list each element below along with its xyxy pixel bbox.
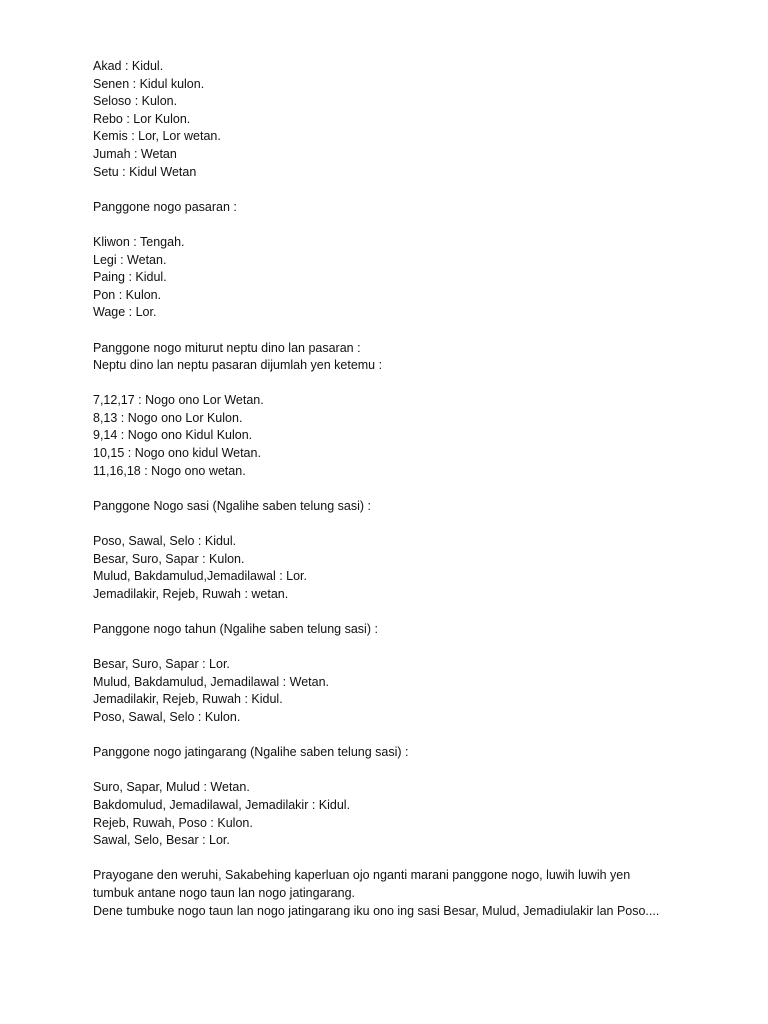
dino-item-seloso: Seloso : Kulon.	[93, 94, 178, 109]
pasaran-item: Paing : Kidul.	[93, 270, 167, 285]
neptu-item: 11,16,18 : Nogo ono wetan.	[93, 463, 246, 478]
spacer	[93, 639, 693, 657]
sasi-item: Besar, Suro, Sapar : Kulon.	[93, 551, 245, 566]
neptu-item: 7,12,17 : Nogo ono Lor Wetan.	[93, 393, 264, 408]
dino-item-kemis: Kemis : Lor, Lor wetan.	[93, 129, 221, 144]
pasaran-item: Wage : Lor.	[93, 305, 157, 320]
spacer	[93, 181, 693, 199]
spacer	[93, 375, 693, 393]
dino-item-jumah: Jumah : Wetan	[93, 146, 177, 161]
jatingarang-heading: Panggone nogo jatingarang (Ngalihe saben telung sasi) :	[93, 745, 409, 760]
tahun-heading: Panggone nogo tahun (Ngalihe saben telung sasi) :	[93, 622, 378, 636]
sasi-item: Mulud, Bakdamulud,Jemadilawal : Lor.	[93, 569, 308, 584]
dino-item-setu: Setu : Kidul Wetan	[93, 164, 197, 179]
dino-list	[93, 58, 693, 181]
dino-item-akad: Akad : Kidul.	[93, 59, 164, 73]
closing-paragraph-2: Dene tumbuke nogo taun lan nogo jatingarang iku ono ing sasi Besar, Mulud, Jemadiulakir lan Poso....	[93, 903, 660, 918]
spacer	[93, 603, 693, 621]
tahun-item: Jemadilakir, Rejeb, Ruwah : Kidul.	[93, 692, 283, 707]
spacer	[93, 480, 693, 498]
neptu-item: 10,15 : Nogo ono kidul Wetan.	[93, 446, 261, 461]
document-page	[93, 58, 693, 920]
jatingarang-item: Rejeb, Ruwah, Poso : Kulon.	[93, 815, 253, 830]
neptu-item: 8,13 : Nogo ono Lor Kulon.	[93, 410, 243, 425]
sasi-item: Poso, Sawal, Selo : Kidul.	[93, 534, 237, 549]
pasaran-item: Kliwon : Tengah.	[93, 234, 185, 249]
dino-item-senen: Senen : Kidul kulon.	[93, 76, 205, 91]
jatingarang-item: Bakdomulud, Jemadilawal, Jemadilakir : Kidul.	[93, 797, 351, 812]
tahun-item: Mulud, Bakdamulud, Jemadilawal : Wetan.	[93, 674, 329, 689]
tahun-section	[93, 621, 693, 727]
sasi-section	[93, 498, 693, 604]
pasaran-heading: Panggone nogo pasaran :	[93, 199, 237, 214]
pasaran-item: Pon : Kulon.	[93, 287, 162, 302]
closing-section	[93, 867, 693, 920]
closing-paragraph-1: Prayogane den weruhi, Sakabehing kaperluan ojo nganti marani panggone nogo, luwih luwih yen tumbuk antane nogo taun lan nogo jatingarang.	[93, 868, 631, 900]
neptu-heading: Panggone nogo miturut neptu dino lan pasaran :	[93, 340, 361, 355]
pasaran-section	[93, 199, 693, 322]
jatingarang-section	[93, 744, 693, 850]
neptu-item: 9,14 : Nogo ono Kidul Kulon.	[93, 428, 253, 443]
tahun-item: Besar, Suro, Sapar : Lor.	[93, 657, 230, 672]
spacer	[93, 850, 693, 868]
dino-item-rebo: Rebo : Lor Kulon.	[93, 111, 191, 126]
neptu-section	[93, 340, 693, 481]
spacer	[93, 322, 693, 340]
sasi-heading: Panggone Nogo sasi (Ngalihe saben telung sasi) :	[93, 498, 371, 513]
pasaran-item: Legi : Wetan.	[93, 252, 167, 267]
spacer	[93, 216, 693, 234]
tahun-item: Poso, Sawal, Selo : Kulon.	[93, 709, 241, 724]
spacer	[93, 515, 693, 533]
jatingarang-item: Suro, Sapar, Mulud : Wetan.	[93, 780, 250, 795]
jatingarang-item: Sawal, Selo, Besar : Lor.	[93, 833, 230, 848]
spacer	[93, 762, 693, 780]
spacer	[93, 727, 693, 745]
sasi-item: Jemadilakir, Rejeb, Ruwah : wetan.	[93, 586, 289, 601]
neptu-subheading: Neptu dino lan neptu pasaran dijumlah yen ketemu :	[93, 358, 383, 373]
